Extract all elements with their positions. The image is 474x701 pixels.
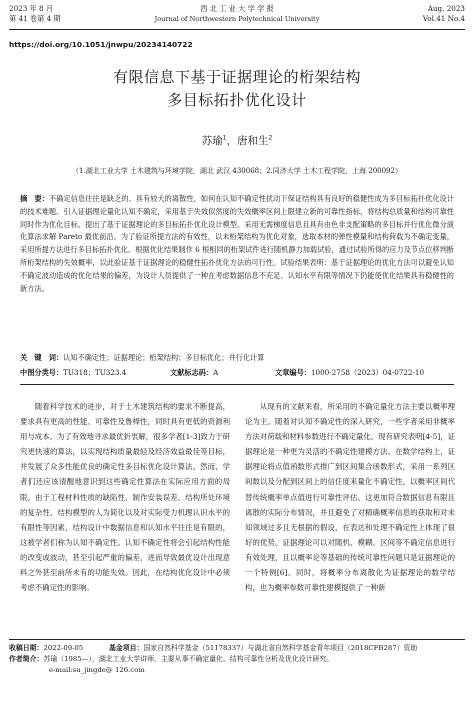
keywords	[20, 352, 454, 364]
body-paragraph: 随着科学技术的进步，对于土木建筑结构的要求不断提高，要求具有更高的性能、可靠性及鲁棒性，同时具有更低的资源利用与成本。为了有效地寻求最优折衷解，很多学者[1-3]致力于研究更快速的算法，以实现结构质量最轻及经济效益最佳等目标，并发展了众多性能优良的确定性多目标优化设计算法。然而，学者们还应该清醒地意识到这些确定性算法在实际应用方面的局限。由于工程材料性质的缺陷性、制作安装误差、结构所处环境的复杂性、结构模型的人为简化以及对实际受力机理认识水平的有限性等因素，结构设计中数据信息和认知水平往往是有限的，这被学者们称为认知不确定性。认知不确定性将会引起结构性能的改变或波动，甚至引起严重的偏差，进而导致最优设计出现意料之外甚至前所未有的功能失效。因此，在结构优化设计中必须考虑不确定性的影响。	[20, 402, 230, 593]
fund-text: 国家自然科学基金（51178337）与湖北省自然科学基金青年项目（2018CFB287）资助	[143, 644, 418, 652]
running-header	[9, 4, 465, 30]
footnote-row-received	[9, 643, 465, 654]
body-paragraph: 从现有的文献来看，所采用的不确定量化方法主要以概率理论为主。随着对认知不确定性的深入研究，一些学者采用非概率方法对荷载和材料参数进行不确定量化。现有研究表明[4-5]，证据理论是一种更为灵活的不确定性建模方法。在数学结构上，证据理论将点值函数形式推广到区间集合函数形式，采用一系列区间数以及分配到区间上的信任度来量化不确定性，以概率区间代替传统概率单点值进行可靠性评估。这更加符合数据信息有限且离散的实际分布情况，并且避免了对精确概率信息的获取和对未知领域过多且无根据的假设，在表达和处理不确定性上体现了很好的优势。证据理论可以对随机、模糊、区间等不确定信息进行有效处理，且以概率论等基础的传统可靠性问题只是证据理论的一个特例[6]。同时，将概率分布离散化为证据理论的数学结构，也为概率参数可靠性建模提供了一种新	[245, 402, 455, 593]
received-date: 2022-09-05	[43, 644, 84, 652]
title-line-1: 有限信息下基于证据理论的桁架结构	[112, 68, 361, 86]
footnote-row-author	[9, 654, 465, 665]
header-journal-en: Journal of Northwestern Polytechnical University	[154, 15, 320, 23]
author-2: 唐和生	[237, 135, 269, 147]
body-column-right	[245, 399, 455, 637]
header-right	[423, 4, 465, 24]
classification-line	[20, 367, 454, 379]
doc-code-label: 文献标志码：	[170, 368, 214, 377]
fund-label: 基金项目：	[109, 644, 144, 652]
article-number-value: 1000-2758（2023）04-0722-10	[310, 368, 425, 377]
author-2-affil-mark: 2	[268, 134, 273, 142]
doc-code-value: A	[213, 368, 219, 377]
author-1: 苏瑜	[201, 135, 223, 147]
received-label: 收稿日期：	[9, 644, 44, 652]
author-list	[0, 133, 474, 148]
author-bio-label: 作者简介：	[9, 655, 44, 663]
header-volume-cn: 第 41 卷第 4 期	[9, 14, 61, 23]
abstract-divider	[20, 384, 454, 385]
body-column-left	[20, 399, 230, 637]
keywords-label: 关 键 词：	[20, 353, 64, 362]
header-volume-en: Vol.41 No.4	[422, 14, 465, 23]
header-divider	[9, 29, 465, 30]
author-1-affil-mark: 1	[222, 134, 227, 142]
paper-title	[0, 66, 474, 112]
affiliations: （1.湖北工业大学 土木建筑与环境学院，湖北 武汉 430068；2.同济大学 土木工程学院，上海 200092）	[72, 167, 402, 175]
author-email[interactable]: e-mail:su_jingde@ 126.com	[49, 666, 145, 674]
header-date-en: Aug. 2023	[427, 4, 465, 13]
header-center	[9, 4, 465, 24]
clc-value: TU318；TU323.4	[63, 368, 127, 377]
author-separator: ，	[226, 135, 237, 147]
footnote	[9, 643, 465, 676]
abstract-text: 不确定信息往往是缺乏的、具有较大的离散性，如何在认知不确定性扰动下保证结构具有良好的稳健性成为多目标拓扑优化设计的技术难题。引入证据理论量化认知不确定，采用基于失效似然度的失效概率区间上限建立新的可靠性指标，将结构总质量和结构可靠性同时作为优化目标，提出了基于证据理论的多目标拓扑优化设计模型。采用无需梯度信息且具有由色非支配策略的多目标并行优化微分演化算法求解 Pareto 最优前沿。为了验证所提方法的有效性，以未桁架结构为优化对象，选取本材的弹性模量和结构荷载为不确定变量，采用所提方法进行多目标拓扑优化。根据优化结果制作 6 根相同的桁架试件进行随机静力加载试验，通过试验所得的应力及节点位移判断所桁架结构的失效概率，以此验证基于证据理论的稳健性拓扑优化方法的可行性。试验结果表明：基于证据理论的优化方法可以避免认知不确定波动造成的优化结果的偏差，为设计人员提供了一种在考虑数据信息不充足、认知水平有限等情况下仍能使优化结果具有稳健性的新方法。	[20, 194, 454, 293]
title-line-2: 多目标拓扑优化设计	[167, 91, 307, 109]
abstract	[20, 193, 454, 295]
abstract-label: 摘 要：	[20, 194, 49, 203]
header-journal-cn: 西 北 工 业 大 学 学 报	[200, 4, 274, 13]
footnote-divider	[9, 639, 465, 640]
author-bio-text: 苏瑜（1985—），湖北工业大学讲师，主要从事不确定量化、结构可靠性分析及优化设计研究。	[43, 655, 334, 663]
doi-link[interactable]: https://doi.org/10.1051/jnwpu/20234140722	[9, 40, 193, 49]
keywords-text: 认知不确定性；证据理论；桁架结构；多目标优化；并行化计算	[63, 353, 265, 362]
clc-label: 中图分类号：	[20, 368, 64, 377]
header-date-cn: 2023 年 8 月	[9, 4, 54, 13]
article-number-label: 文章编号：	[275, 368, 311, 377]
